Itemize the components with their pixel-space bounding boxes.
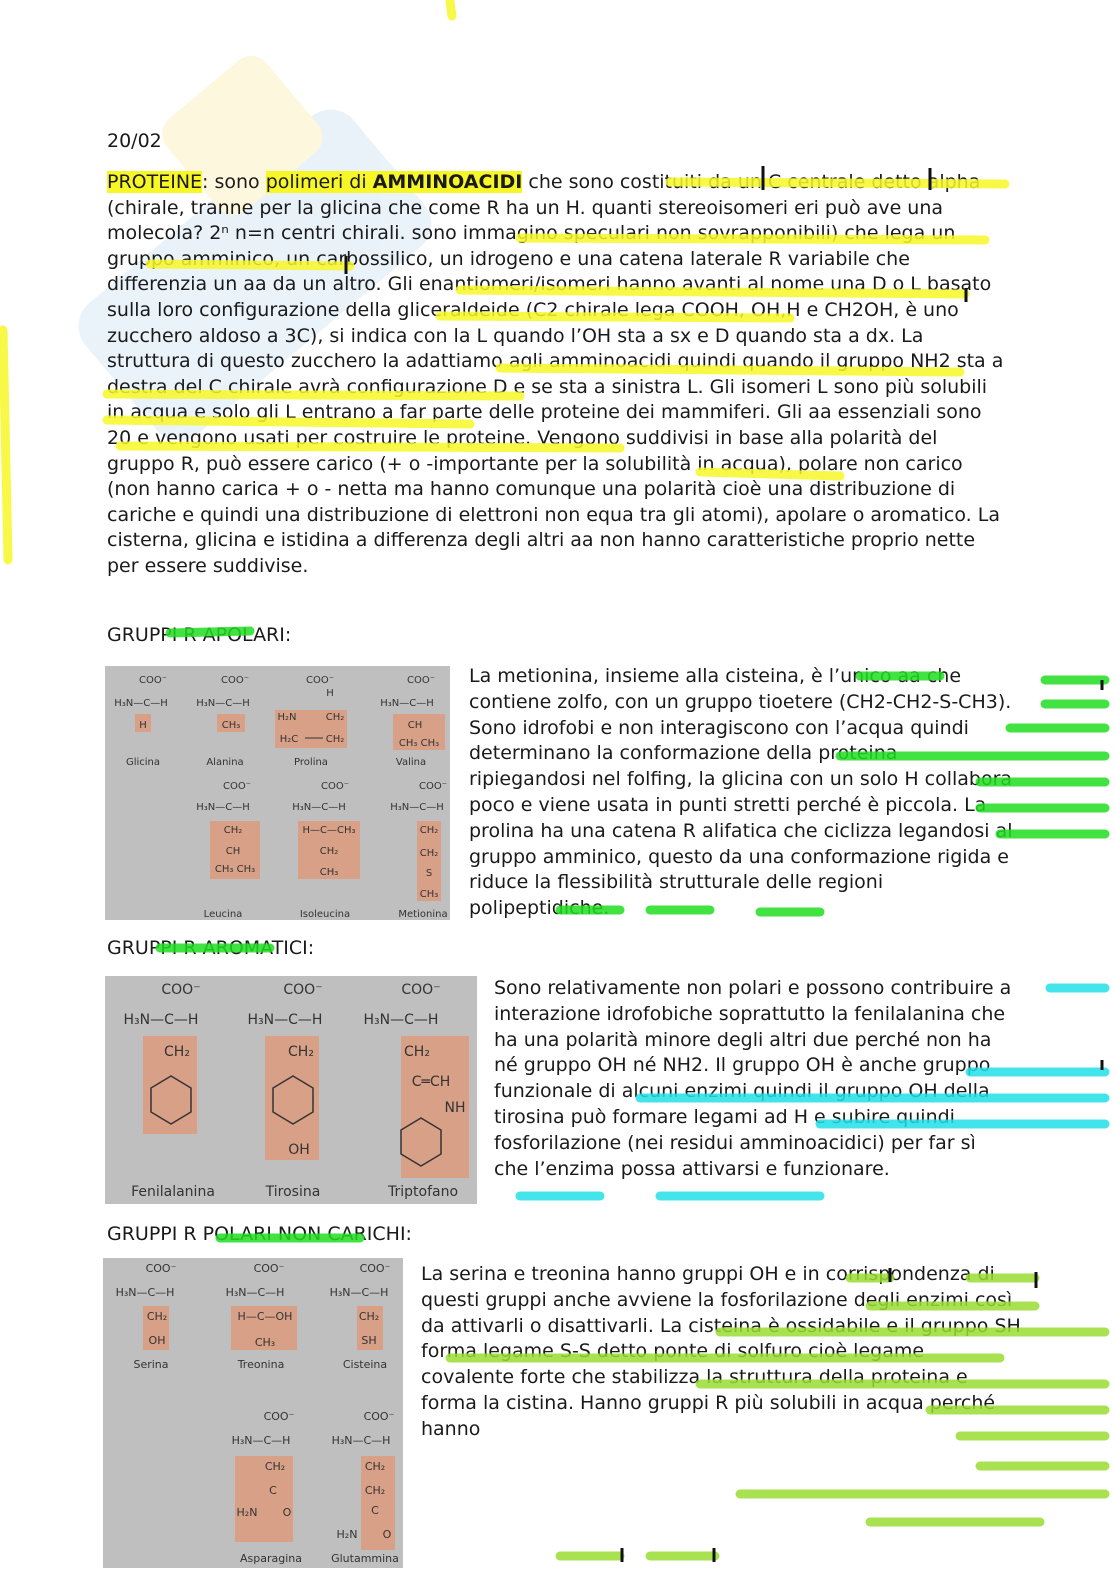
valina-ch3s: CH₃ CH₃ — [398, 738, 440, 749]
figure-polari — [103, 1258, 403, 1568]
fenilalanina-coo: COO⁻ — [161, 982, 201, 998]
label-prolina: Prolina — [294, 757, 328, 768]
label-treonina: Treonina — [237, 1358, 285, 1371]
section-title-polari: GRUPPI R POLARI NON CARICHI: — [107, 1223, 412, 1245]
label-glicina: Glicina — [125, 757, 161, 768]
serina-backbone: H₃N—C—H — [115, 1286, 175, 1299]
glutammina-c: C — [371, 1504, 379, 1517]
glutammina-backbone: H₃N—C—H — [331, 1434, 391, 1447]
term-proteine: PROTEINE — [107, 171, 203, 193]
glicina-backbone: H₃N—C—H — [114, 698, 168, 709]
leucina-ch: CH — [225, 846, 241, 857]
asparagina-ch2: CH₂ — [264, 1460, 286, 1473]
label-metionina: Metionina — [398, 909, 448, 920]
label-isoleucina: Isoleucina — [299, 909, 351, 920]
treonina-choh: H—C—OH — [237, 1310, 293, 1323]
metionina-ch2b: CH₂ — [419, 848, 439, 859]
serina-ch2: CH₂ — [146, 1310, 168, 1323]
triptofano-cch: C═CH — [411, 1074, 451, 1090]
section-title-apolari: GRUPPI R APOLARI: — [107, 624, 292, 646]
label-triptofano: Triptofano — [387, 1184, 459, 1200]
cisteina-backbone: H₃N—C—H — [329, 1286, 389, 1299]
prolina-h2n: H₂N — [277, 712, 297, 723]
cisteina-sh: SH — [361, 1334, 377, 1347]
asparagina-o: O — [282, 1506, 292, 1519]
cisteina-coo: COO⁻ — [359, 1262, 391, 1275]
intro-text-a: : sono — [202, 171, 266, 193]
cisteina-ch2: CH₂ — [358, 1310, 380, 1323]
alanina-coo: COO⁻ — [220, 675, 250, 686]
prolina-h: H — [326, 688, 334, 699]
metionina-backbone: H₃N—C—H — [390, 802, 444, 813]
leucina-ch2: CH₂ — [223, 825, 243, 836]
date-heading: 20/02 — [107, 130, 162, 152]
isoleucina-ch3: CH₃ — [319, 867, 339, 878]
label-glutammina: Glutammina — [331, 1552, 399, 1565]
metionina-ch2a: CH₂ — [419, 825, 439, 836]
valina-backbone: H₃N—C—H — [380, 698, 434, 709]
treonina-coo: COO⁻ — [253, 1262, 285, 1275]
intro-paragraph — [107, 170, 1007, 580]
section-title-aromatici: GRUPPI R AROMATICI: — [107, 937, 315, 959]
isoleucina-backbone: H₃N—C—H — [292, 802, 346, 813]
triptofano-ch2: CH₂ — [404, 1044, 430, 1060]
leucina-backbone: H₃N—C—H — [196, 802, 250, 813]
glutammina-ch2b: CH₂ — [364, 1484, 386, 1497]
metionina-coo: COO⁻ — [418, 781, 448, 792]
serina-coo: COO⁻ — [145, 1262, 177, 1275]
text-apolari: La metionina, insieme alla cisteina, è l’unico aa che contiene zolfo, con un gruppo tioetere (CH2-CH2-S-CH3). Sono idrofobi e non interagiscono con l’acqua quindi determinano la conformazione della proteina ripiegandosi nel folfing, la glicina con un solo H collabora poco e viene usata in punti stretti perché è piccola. La prolina ha una catena R alifatica che ciclizza legandosi al gruppo amminico, questo da una conformazione rigida e riduce la flessibilità strutturale delle regioni polipeptidiche. — [469, 665, 1013, 920]
serina-oh: OH — [148, 1334, 166, 1347]
isoleucina-coo: COO⁻ — [320, 781, 350, 792]
tirosina-ch2: CH₂ — [288, 1044, 314, 1060]
triptofano-coo: COO⁻ — [401, 982, 441, 998]
figure-aromatici — [105, 976, 477, 1204]
prolina-ch2a: CH₂ — [325, 712, 345, 723]
alanina-r: CH₃ — [221, 720, 241, 731]
isoleucina-ch2: CH₂ — [319, 846, 339, 857]
asparagina-backbone: H₃N—C—H — [231, 1434, 291, 1447]
label-valina: Valina — [395, 757, 427, 768]
intro-body: che sono costituiti da un C centrale detto alpha (chirale, tranne per la glicina che come R ha un H. quanti stereoisomeri eri può ave una molecola? 2ⁿ n=n centri chirali. sono immagino speculari non sovrapponibili) che lega un gruppo amminico, un carbossilico, un idrogeno e una catena laterale R variabile che differenzia un aa da un altro. Gli enantiomeri/isomeri hanno avanti al nome una D o L basato sulla loro configurazione della gliceraldeide (C2 chirale lega COOH, OH,H e CH2OH, è uno zucchero aldoso a 3C), si indica con la L quando l’OH sta a sx e D quando sta a dx. La struttura di questo zucchero la adattiamo agli amminoacidi quindi quando il gruppo NH2 sta a destra del C chirale avrà configurazione D e se sta a sinistra L. Gli isomeri L sono più solubili in acqua e solo gli L entrano a far parte delle proteine dei mammiferi. Gli aa essenziali sono 20 e vengono usati per costruire le proteine. Vengono suddivisi in base alla polarità del gruppo R, può essere carico (+ o -importante per la solubilità in acqua), polare non carico (non hanno carica + o - netta ma hanno comunque una polarità cioè una distribuzione di cariche e quindi una distribuzione di elettroni non equa tra gli atomi), apolare o aromatico. La cisterna, glicina e istidina a differenza degli altri aa non hanno caratteristiche proprio nette per essere suddivise. — [107, 171, 1004, 577]
leucina-ch3s: CH₃ CH₃ — [214, 864, 256, 875]
metionina-s: S — [425, 868, 433, 879]
glutammina-ch2a: CH₂ — [364, 1460, 386, 1473]
treonina-backbone: H₃N—C—H — [225, 1286, 285, 1299]
label-cisteina: Cisteina — [342, 1358, 388, 1371]
label-fenilalanina: Fenilalanina — [131, 1184, 215, 1200]
prolina-ch2b: CH₂ — [325, 734, 345, 745]
metionina-ch3: CH₃ — [419, 889, 439, 900]
label-serina: Serina — [133, 1358, 169, 1371]
text-polari: La serina e treonina hanno gruppi OH e in corrispondenza di questi gruppi anche avviene la fosforilazione degli enzimi così da attivarli o disattivarli. La cisteina è ossidabile e il gruppo SH forma legame S-S detto ponte di solfuro cioè legame covalente forte che stabilizza la struttura della proteina e forma la cistina. Hanno gruppi R più solubili in acqua perché hanno — [421, 1263, 1021, 1440]
valina-ch: CH — [407, 720, 423, 731]
prolina-coo: COO⁻ — [305, 675, 335, 686]
valina-coo: COO⁻ — [406, 675, 436, 686]
tirosina-backbone: H₃N—C—H — [247, 1012, 323, 1028]
label-asparagina: Asparagina — [240, 1552, 302, 1565]
glicina-r: H — [139, 720, 147, 731]
figure-apolari — [105, 666, 450, 920]
asparagina-c: C — [269, 1484, 277, 1497]
alanina-backbone: H₃N—C—H — [196, 698, 250, 709]
fenilalanina-backbone: H₃N—C—H — [123, 1012, 199, 1028]
label-alanina: Alanina — [206, 757, 244, 768]
treonina-ch3: CH₃ — [254, 1336, 276, 1349]
prolina-h2c: H₂C — [279, 734, 299, 745]
triptofano-nh: NH — [444, 1100, 466, 1116]
leucina-coo: COO⁻ — [222, 781, 252, 792]
glicina-coo: COO⁻ — [138, 675, 168, 686]
label-tirosina: Tirosina — [265, 1184, 321, 1200]
glutammina-coo: COO⁻ — [363, 1410, 395, 1423]
label-leucina: Leucina — [203, 909, 243, 920]
fenilalanina-ch2: CH₂ — [164, 1044, 190, 1060]
text-aromatici: Sono relativamente non polari e possono contribuire a interazione idrofobiche soprattutto la fenilalanina che ha una polarità minore degli altri due perché non ha né gruppo OH né NH2. Il gruppo OH è anche gruppo funzionale di alcuni enzimi quindi il gruppo OH della tirosina può formare legami ad H e subire quindi fosforilazione (nei residui amminoacidici) per far sì che l’enzima possa attivarsi e funzionare. — [494, 977, 1012, 1180]
asparagina-h2n: H₂N — [236, 1506, 258, 1519]
highlight-polimeri: polimeri di — [265, 171, 373, 193]
asparagina-coo: COO⁻ — [263, 1410, 295, 1423]
isoleucina-chch3: H—C—CH₃ — [302, 825, 356, 836]
glutammina-o: O — [382, 1528, 392, 1541]
term-amminoacidi: AMMINOACIDI — [372, 171, 523, 193]
tirosina-coo: COO⁻ — [283, 982, 323, 998]
glutammina-h2n: H₂N — [336, 1528, 358, 1541]
tirosina-oh: OH — [288, 1142, 310, 1158]
triptofano-backbone: H₃N—C—H — [363, 1012, 439, 1028]
